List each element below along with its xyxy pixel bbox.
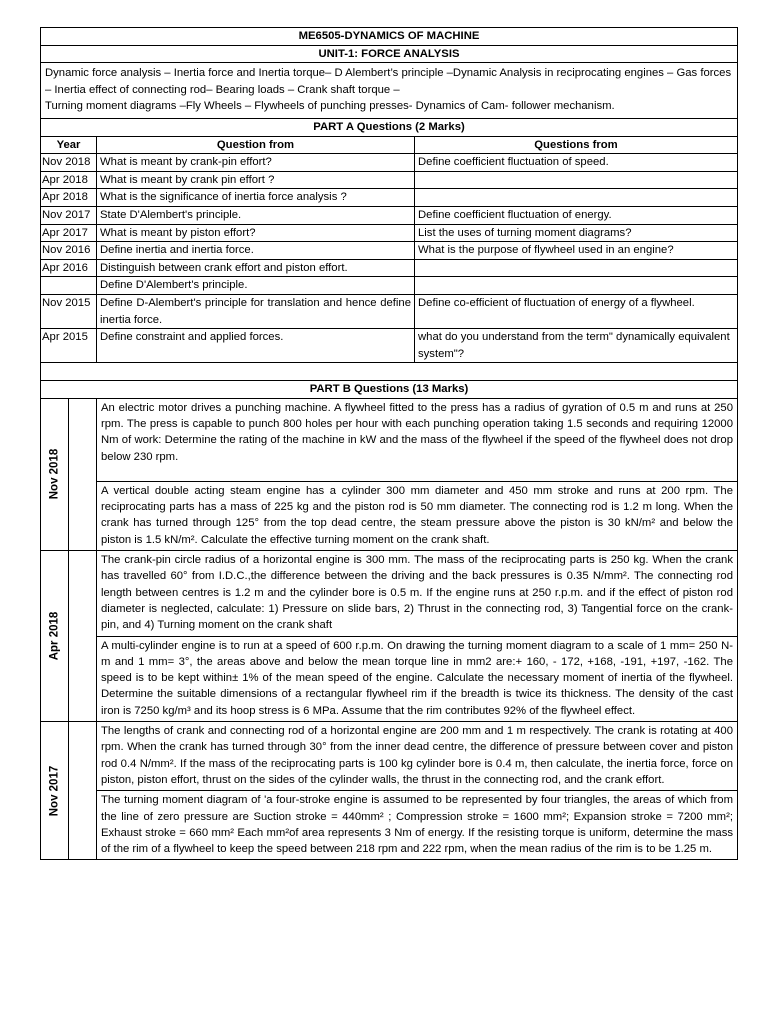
question-cell: Distinguish between crank effort and piston effort. xyxy=(97,259,415,277)
column-header-year: Year xyxy=(41,136,97,154)
empty-cell xyxy=(69,551,97,722)
table-row xyxy=(41,722,738,791)
question-cell: Define constraint and applied forces. xyxy=(97,329,415,363)
year-cell: Apr 2015 xyxy=(41,329,97,363)
syllabus-block xyxy=(41,63,738,119)
question-cell: What is meant by crank pin effort ? xyxy=(97,171,415,189)
year-cell: Apr 2018 xyxy=(41,189,97,207)
syllabus-line: Turning moment diagrams –Fly Wheels – Flywheels of punching presses- Dynamics of Cam- follower mechanism. xyxy=(45,100,615,113)
table-row xyxy=(41,481,738,550)
part-b-title: PART B Questions (13 Marks) xyxy=(41,381,738,398)
question-cell: An electric motor drives a punching machine. A flywheel fitted to the press has a radius of gyration of 0.5 m and runs at 250 rpm. The press is capable to punch 800 holes per hour with each punching operation taking 1.5 seconds and requiring 12000 Nm of work: Determine the rating of the machine in kW and the mass of the flywheel if the speed of the flywheel does not drop below 230 rpm. xyxy=(97,398,738,481)
question-bank-page xyxy=(40,27,737,860)
year-label: Apr 2018 xyxy=(41,551,69,722)
table-row xyxy=(41,224,738,242)
year-cell: Nov 2017 xyxy=(41,206,97,224)
part-b-table xyxy=(40,381,738,860)
year-cell: Nov 2015 xyxy=(41,294,97,328)
syllabus-line: Dynamic force analysis – Inertia force and Inertia torque– D Alembert’s principle –Dynamic Analysis in reciprocating engines – Gas forces – Inertia effect of connecting rod– Bearing loads – Crank shaft torque – xyxy=(45,67,732,96)
question-cell: Define coefficient fluctuation of energy. xyxy=(415,206,738,224)
year-label: Nov 2018 xyxy=(41,398,69,550)
table-row xyxy=(41,551,738,636)
question-cell: The turning moment diagram of 'a four-stroke engine is assumed to be represented by four triangles, the areas of which from the line of zero pressure are Suction stroke = 440mm² ; Compression stroke = 1600 mm²; Expansion stroke = 7200 mm²; Exhaust stroke = 660 mm² Each mm²of area represents 3 Nm of energy. If the resisting torque is uniform, determine the mass of the rim of a flywheel to keep the speed between 218 rpm and 222 rpm, when the mean radius of the rim is to be 1.25 m. xyxy=(97,791,738,860)
question-cell: Define inertia and inertia force. xyxy=(97,242,415,260)
question-cell: A vertical double acting steam engine has a cylinder 300 mm diameter and 450 mm stroke and runs at 200 rpm. The reciprocating parts has a mass of 225 kg and the piston rod is 50 mm diameter. The connecting rod is 1.2 m long. When the crank has turned through 125° from the top dead centre, the steam pressure above the piston is 30 kN/m² and below the piston is 1.5 kN/m². Calculate the effective turning moment on the crank shaft. xyxy=(97,481,738,550)
table-row xyxy=(41,171,738,189)
table-row xyxy=(41,259,738,277)
question-cell xyxy=(415,259,738,277)
table-row xyxy=(41,242,738,260)
question-cell xyxy=(415,277,738,295)
question-cell: Define D-Alembert's principle for translation and hence define inertia force. xyxy=(97,294,415,328)
year-cell: Nov 2016 xyxy=(41,242,97,260)
question-cell: The crank-pin circle radius of a horizontal engine is 300 mm. The mass of the reciprocating parts is 250 kg. When the crank has travelled 60° from I.D.C.,the difference between the driving and the back pressures is 0.35 N/mm². The connecting rod length between centres is 1.2 m and the cylinder bore is 0.5 m. If the engine runs at 250 r.p.m. and if the effect of piston rod diameter is neglected, calculate: 1) Pressure on slide bars, 2) Thrust in the connecting rod, 3) Tangential force on the crank-pin, and 4) Turning moment on the crank shaft xyxy=(97,551,738,636)
column-header-question-from: Question from xyxy=(97,136,415,154)
table-row xyxy=(41,329,738,363)
table-row xyxy=(41,154,738,172)
table-row xyxy=(41,206,738,224)
table-row xyxy=(41,277,738,295)
question-cell xyxy=(415,189,738,207)
table-row xyxy=(41,636,738,721)
part-a-title: PART A Questions (2 Marks) xyxy=(41,118,738,136)
year-cell: Apr 2018 xyxy=(41,171,97,189)
empty-cell xyxy=(69,722,97,860)
question-cell: What is meant by piston effort? xyxy=(97,224,415,242)
year-label: Nov 2017 xyxy=(41,722,69,860)
question-cell: what do you understand from the term" dynamically equivalent system"? xyxy=(415,329,738,363)
table-row xyxy=(41,189,738,207)
table-row xyxy=(41,791,738,860)
question-cell: What is the purpose of flywheel used in an engine? xyxy=(415,242,738,260)
empty-cell xyxy=(41,363,738,381)
year-cell: Apr 2016 xyxy=(41,259,97,277)
question-cell: Define co-efficient of fluctuation of energy of a flywheel. xyxy=(415,294,738,328)
course-title: ME6505-DYNAMICS OF MACHINE xyxy=(41,28,738,46)
column-header-questions-from: Questions from xyxy=(415,136,738,154)
question-cell xyxy=(415,171,738,189)
year-cell: Nov 2018 xyxy=(41,154,97,172)
question-cell: The lengths of crank and connecting rod of a horizontal engine are 200 mm and 1 m respectively. The crank is rotating at 400 rpm. When the crank has turned through 30° from the inner dead centre, the difference of pressure between cover and piston rod 0.4 N/mm². If the mass of the reciprocating parts is 100 kg cylinder bore is 0.4 m, then calculate, the inertia force, force on piston, piston effort, thrust on the sides of the cylinder walls, the thrust in the connecting rod, and the crank effort. xyxy=(97,722,738,791)
question-cell: Define D'Alembert's principle. xyxy=(97,277,415,295)
table-row xyxy=(41,294,738,328)
spacer-row xyxy=(41,363,738,381)
year-cell xyxy=(41,277,97,295)
year-cell: Apr 2017 xyxy=(41,224,97,242)
empty-cell xyxy=(69,398,97,550)
question-cell: List the uses of turning moment diagrams? xyxy=(415,224,738,242)
question-cell: Define coefficient fluctuation of speed. xyxy=(415,154,738,172)
unit-title: UNIT-1: FORCE ANALYSIS xyxy=(41,45,738,63)
part-a-table xyxy=(40,27,738,381)
table-row xyxy=(41,398,738,481)
question-cell: What is the significance of inertia force analysis ? xyxy=(97,189,415,207)
part-a-header-row xyxy=(41,136,738,154)
question-cell: A multi-cylinder engine is to run at a speed of 600 r.p.m. On drawing the turning moment diagram to a scale of 1 mm= 250 N-m and 1 mm= 3°, the areas above and below the mean torque line in mm2 are:+ 160, - 172, +168, -191, +197, -162. The speed is to be kept within± 1% of the mean speed of the engine. Calculate the necessary moment of inertia of the flywheel. Determine the suitable dimensions of a rectangular flywheel rim if the breadth is twice its thickness. The density of the cast iron is 7250 kg/m³ and its hoop stress is 6 MPa. Assume that the rim contributes 92% of the flywheel effect. xyxy=(97,636,738,721)
question-cell: What is meant by crank-pin effort? xyxy=(97,154,415,172)
question-cell: State D'Alembert's principle. xyxy=(97,206,415,224)
